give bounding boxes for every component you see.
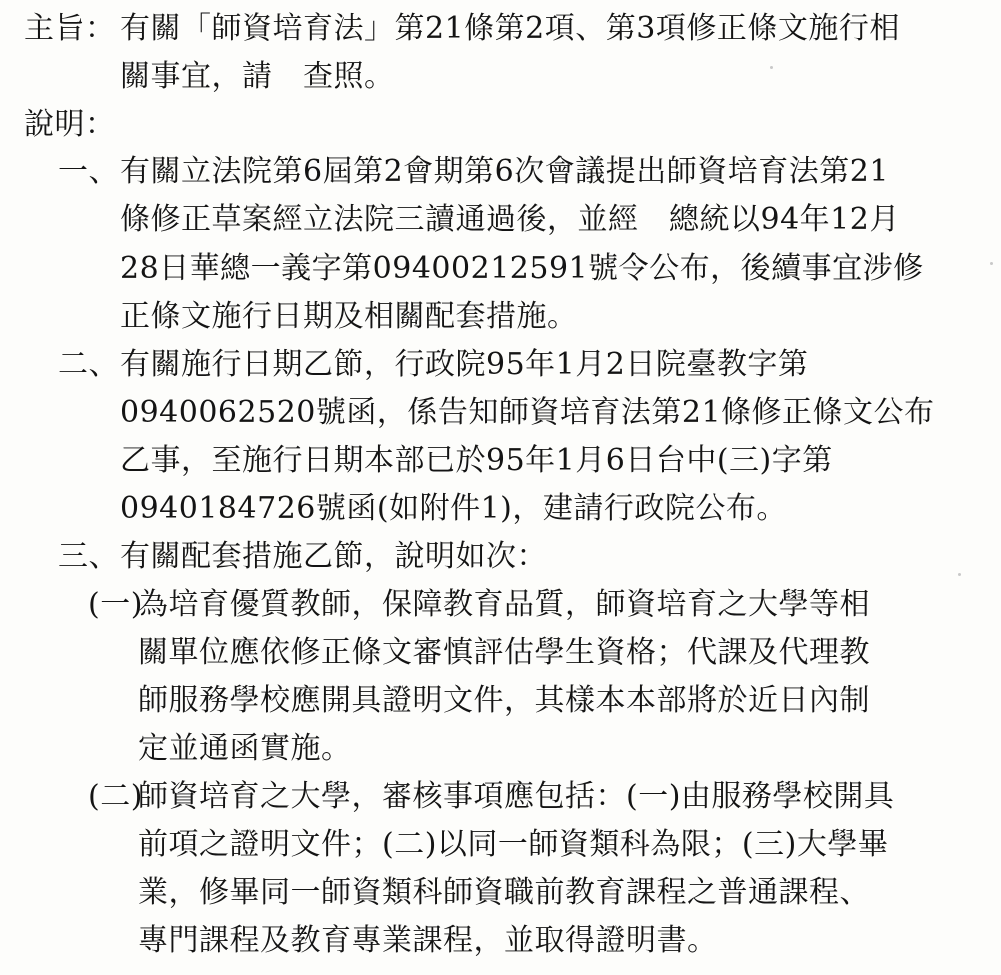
item-line: 28日華總一義字第09400212591號令公布，後續事宜涉修: [120, 251, 924, 286]
subitem-line: 定並通函實施。: [138, 731, 352, 766]
scan-speck: [958, 573, 961, 576]
subitem-line: 關單位應依修正條文審慎評估學生資格；代課及代理教: [138, 635, 870, 670]
item-line: 有關立法院第6屆第2會期第6次會議提出師資培育法第21: [120, 154, 889, 189]
scan-speck: [770, 66, 773, 69]
item-line: 乙事，至施行日期本部已於95年1月6日台中(三)字第: [120, 443, 833, 478]
item-line: 0940184726號函(如附件1)，建請行政院公布。: [120, 491, 787, 526]
subitem-line: 為培育優質教師，保障教育品質，師資培育之大學等相: [138, 587, 870, 622]
subitem-marker: (一): [88, 587, 143, 622]
item-line: 條修正草案經立法院三讀通過後，並經 總統以94年12月: [120, 202, 900, 237]
item-line: 有關配套措施乙節，說明如次：: [120, 539, 547, 574]
explanation-label: 說明：: [24, 107, 116, 142]
subitem-line: 專門課程及教育專業課程，並取得證明書。: [138, 923, 718, 958]
subitem-marker: (二): [88, 779, 143, 814]
subject-line: 關事宜，請 查照。: [120, 59, 395, 94]
item-marker: 一、: [58, 154, 119, 189]
subitem-line: 業，修畢同一師資類科師資職前教育課程之普通課程、: [138, 875, 870, 910]
subitem-line: 前項之證明文件；(二)以同一師資類科為限；(三)大學畢: [138, 827, 889, 862]
subject-line: 有關「師資培育法」第21條第2項、第3項修正條文施行相: [120, 11, 900, 46]
item-marker: 三、: [58, 539, 119, 574]
item-line: 有關施行日期乙節，行政院95年1月2日院臺教字第: [120, 347, 809, 382]
subitem-line: 師資培育之大學，審核事項應包括：(一)由服務學校開具: [138, 779, 895, 814]
item-line: 0940062520號函，係告知師資培育法第21條修正條文公布: [120, 395, 935, 430]
subitem-line: 師服務學校應開具證明文件，其樣本本部將於近日內制: [138, 683, 870, 718]
item-marker: 二、: [58, 347, 119, 382]
scan-speck: [990, 262, 993, 265]
item-line: 正條文施行日期及相關配套措施。: [120, 299, 578, 334]
subject-label: 主旨：: [24, 11, 116, 46]
